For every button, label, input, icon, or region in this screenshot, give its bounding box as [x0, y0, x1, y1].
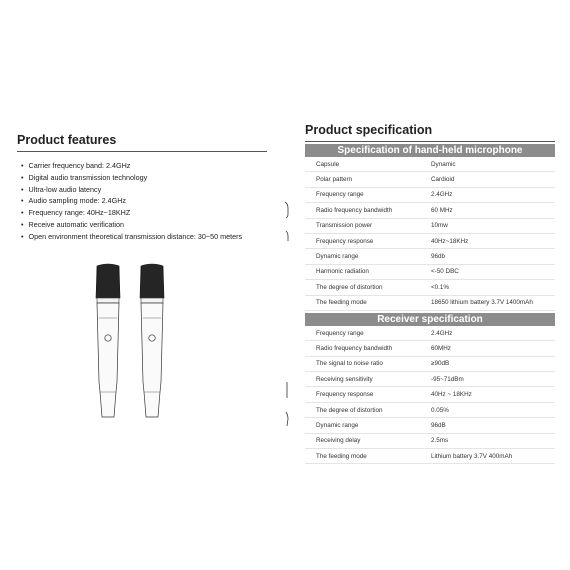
spec-value: 60 MHz: [431, 206, 453, 214]
table-row: [305, 449, 555, 464]
microphone-icon: [140, 264, 164, 417]
spec-key: Radio frequency bandwidth: [316, 344, 393, 352]
table-row: [305, 403, 555, 418]
title-divider: [305, 141, 555, 142]
receiver-spec-header: Receiver specification: [305, 313, 555, 326]
product-specification: [305, 123, 555, 464]
feature-item: • Audio sampling mode: 2.4GHz: [21, 195, 267, 207]
spec-value: 60MHz: [431, 344, 451, 352]
table-row: [305, 249, 555, 264]
table-row: [305, 418, 555, 433]
table-row: [305, 157, 555, 172]
table-row: [305, 265, 555, 280]
table-row: [305, 172, 555, 187]
table-row: [305, 326, 555, 341]
spec-value: Lithium battery 3.7V 400mAh: [431, 452, 513, 460]
spec-value: 96dB: [431, 421, 446, 429]
spec-value: <0.1%: [431, 283, 450, 291]
spec-key: Receiving sensitivity: [316, 375, 373, 383]
spec-title: Product specification: [305, 123, 433, 137]
spec-key: Frequency response: [316, 237, 374, 245]
spec-key: Frequency range: [316, 329, 364, 337]
spec-value: 18650 lithium battery 3.7V 1400mAh: [431, 299, 533, 307]
table-row: [305, 280, 555, 295]
spec-key: Harmonic radiation: [316, 268, 369, 276]
spec-key: The signal to noise ratio: [316, 360, 383, 368]
table-row: [305, 188, 555, 203]
spec-key: The degree of distortion: [316, 406, 383, 414]
table-row: [305, 234, 555, 249]
spec-value: -95~71dBm: [431, 375, 464, 383]
spec-value: 40Hz ~ 18KHz: [431, 391, 472, 399]
feature-item: • Open environment theoretical transmission distance: 30~50 meters: [21, 231, 267, 243]
feature-item: • Ultra-low audio latency: [21, 184, 267, 196]
product-features: [17, 133, 267, 243]
table-row: [305, 357, 555, 372]
spec-key: Frequency range: [316, 191, 364, 199]
table-row: [305, 434, 555, 449]
spec-value: 2.4GHz: [431, 329, 453, 337]
feature-item: • Carrier frequency band: 2.4GHz: [21, 160, 267, 172]
spec-key: Polar pattern: [316, 176, 353, 184]
feature-item: • Frequency range: 40Hz~18KHZ: [21, 207, 267, 219]
spec-value: 40Hz~18KHz: [431, 237, 469, 245]
spec-value: 10mw: [431, 222, 448, 230]
spec-value: 2.4GHz: [431, 191, 453, 199]
table-row: [305, 372, 555, 387]
spec-key: Dynamic range: [316, 253, 359, 261]
spec-value: 0.05%: [431, 406, 449, 414]
spec-key: The feeding mode: [316, 299, 367, 307]
spec-key: The degree of distortion: [316, 283, 383, 291]
spec-key: Transmission power: [316, 222, 373, 230]
spec-key: Dynamic range: [316, 421, 359, 429]
spec-value: 2.5ms: [431, 437, 449, 445]
features-list: [21, 160, 267, 243]
microphone-icon: [96, 264, 120, 417]
feature-item: • Receive automatic verification: [21, 219, 267, 231]
spec-value: ≥90dB: [431, 360, 450, 368]
table-row: [305, 341, 555, 356]
spec-value: <-50 DBC: [431, 268, 459, 276]
spec-key: Capsule: [316, 160, 340, 168]
spec-key: Radio frequency bandwidth: [316, 206, 393, 214]
microphones-image: [90, 262, 180, 422]
microphone-spec-header: Specification of hand-held microphone: [305, 144, 555, 157]
table-row: [305, 387, 555, 402]
table-row: [305, 296, 555, 311]
feature-item: • Digital audio transmission technology: [21, 172, 267, 184]
spec-value: Cardioid: [431, 176, 455, 184]
spec-key: The feeding mode: [316, 452, 367, 460]
features-title: Product features: [17, 133, 267, 152]
table-row: [305, 219, 555, 234]
table-row: [305, 203, 555, 218]
spec-key: Receiving delay: [316, 437, 361, 445]
spec-value: 96db: [431, 253, 446, 261]
edge-marks: [282, 0, 292, 570]
spec-key: Frequency response: [316, 391, 374, 399]
spec-value: Dynamic: [431, 160, 456, 168]
